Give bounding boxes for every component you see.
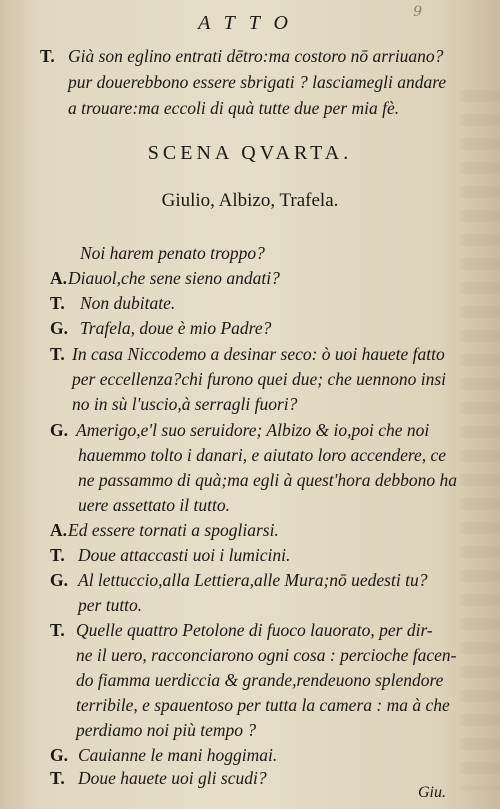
scene-persons: Giulio, Albizo, Trafela.	[161, 190, 339, 211]
line-text: Doue attaccasti uoi i lumicini.	[78, 545, 291, 565]
text-line	[50, 318, 271, 339]
text-line	[78, 445, 446, 466]
speaker-label: T.	[50, 293, 65, 313]
line-text: Già son eglino entrati dētro:ma costoro nō arriuano?	[68, 46, 444, 66]
speaker-label: G.	[50, 318, 68, 338]
line-text: Amerigo,e'l suo seruidore; Albizo & io,poi che noi	[76, 420, 430, 440]
line-text: perdiamo noi più tempo ?	[76, 720, 257, 740]
line-text: Non dubitate.	[80, 293, 176, 313]
speaker-label: G.	[50, 420, 68, 440]
text-line	[50, 545, 290, 566]
line-text: terribile, e spauentoso per tutta la camera : ma à che	[76, 695, 450, 715]
text-line	[78, 495, 230, 516]
line-text: a trouare:ma eccoli di quà tutte due per mia fè.	[68, 98, 400, 118]
text-line	[72, 394, 297, 415]
line-text: Ed essere tornati a spogliarsi.	[68, 520, 279, 540]
text-line	[76, 720, 256, 741]
text-line	[50, 344, 445, 365]
running-title: ATTO	[198, 12, 302, 34]
catchword: Giu.	[418, 784, 446, 801]
line-text: ne passammo di quà;ma egli à quest'hora debbono ha	[78, 470, 457, 490]
line-text: Trafela, doue è mio Padre?	[80, 318, 272, 338]
text-line	[76, 670, 443, 691]
line-text: uere assettato il tutto.	[78, 495, 230, 515]
text-line	[40, 46, 443, 67]
line-text: per tutto.	[78, 595, 143, 615]
line-text: ne il uero, racconciarono ogni cosa : percioche facen-	[76, 645, 457, 665]
speaker-label: T.	[50, 620, 65, 640]
line-text: no in sù l'uscio,à serragli fuori?	[72, 394, 298, 414]
text-line	[76, 695, 450, 716]
speaker-label: T.	[40, 46, 55, 66]
text-line	[50, 420, 429, 441]
text-line	[78, 595, 142, 616]
line-text: Al lettuccio,alla Lettiera,alle Mura;nō uedesti tu?	[78, 570, 428, 590]
text-line	[68, 72, 446, 93]
line-text: do fiamma uerdiccia & grande,rendeuono splendore	[76, 670, 444, 690]
speaker-label: T.	[50, 344, 65, 364]
text-line	[72, 369, 446, 390]
speaker-label: G.	[50, 570, 68, 590]
text-line	[50, 293, 175, 314]
line-text: Cauianne le mani hoggimai.	[78, 745, 278, 765]
line-text: In casa Niccodemo a desinar seco: ò uoi hauete fatto	[72, 344, 445, 364]
text-line	[50, 768, 267, 789]
text-line	[76, 645, 457, 666]
line-text: Noi harem penato troppo?	[80, 243, 265, 263]
text-line	[50, 570, 427, 591]
text-line	[50, 520, 279, 541]
text-line	[80, 243, 265, 264]
scene-title: SCENA QVARTA.	[147, 142, 353, 164]
text-line	[50, 620, 433, 641]
speaker-label: A.	[50, 268, 68, 288]
text-line	[50, 745, 277, 766]
line-text: pur douerebbono essere sbrigati ? lasciamegli andare	[68, 72, 447, 92]
speaker-label: T.	[50, 768, 65, 788]
line-text: Quelle quattro Petolone di fuoco lauorato, per dir-	[76, 620, 433, 640]
speaker-label: T.	[50, 545, 65, 565]
line-text: Diauol,che sene sieno andati?	[68, 268, 280, 288]
speaker-label: A.	[50, 520, 68, 540]
speaker-label: G.	[50, 745, 68, 765]
line-text: Doue hauete uoi gli scudi?	[78, 768, 267, 788]
text-line	[78, 470, 457, 491]
folio-number: 9	[413, 4, 422, 20]
text-line	[68, 98, 399, 119]
text-line	[50, 268, 280, 289]
line-text: per eccellenza?chi furono quei due; che uennono insi	[72, 369, 447, 389]
line-text: hauemmo tolto i danari, e aiutato loro accendere, ce	[78, 445, 447, 465]
